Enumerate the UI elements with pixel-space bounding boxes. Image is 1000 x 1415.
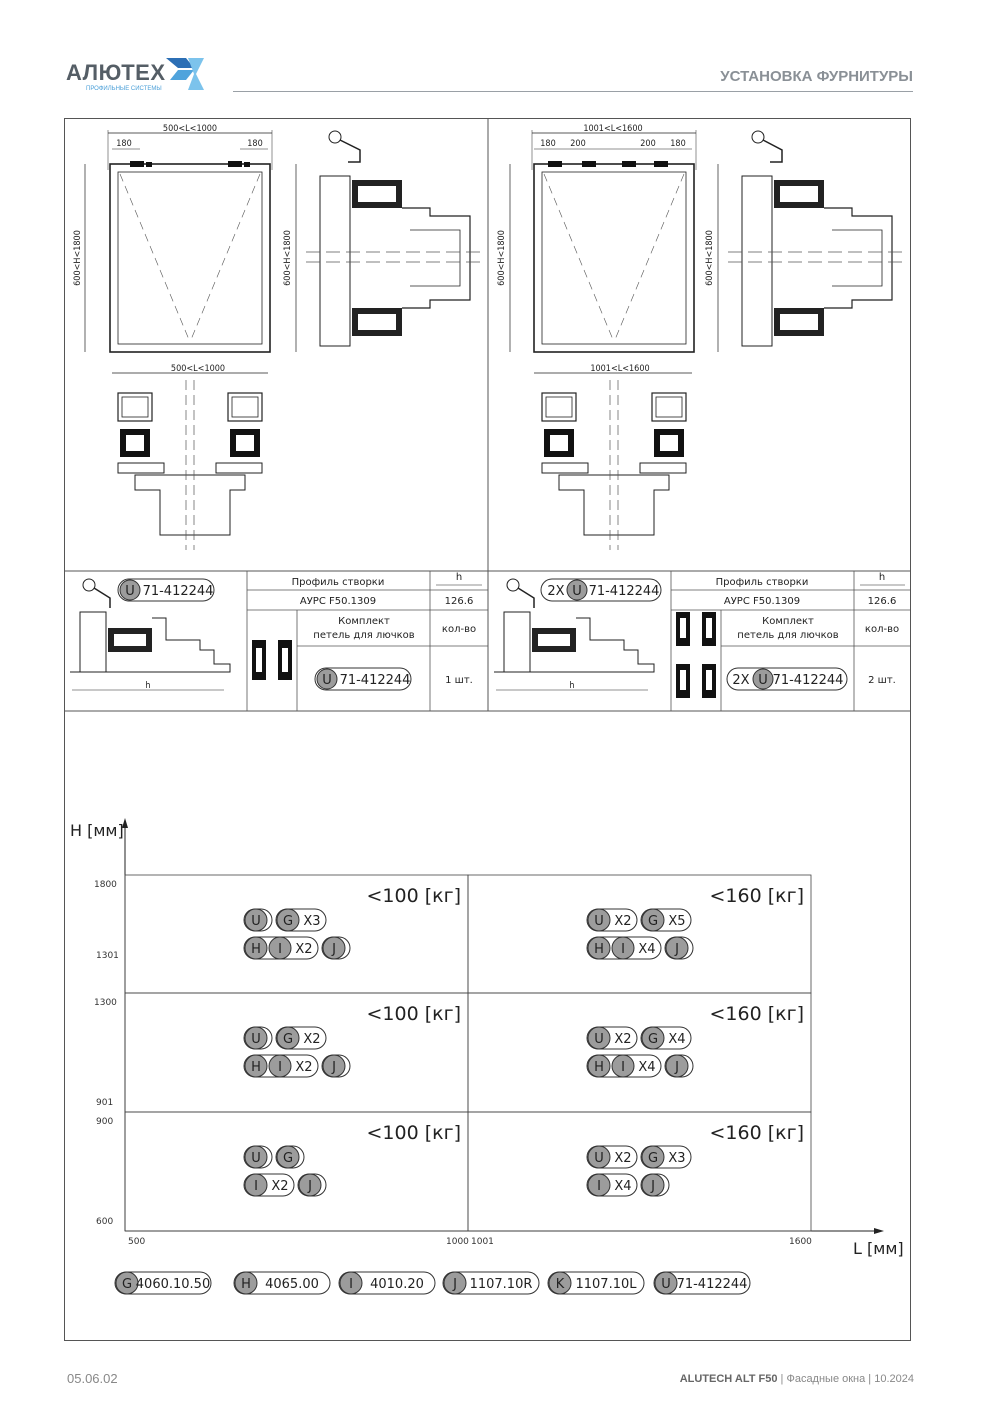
hardware-code: U xyxy=(594,914,604,929)
hardware-code: I xyxy=(621,942,625,957)
hardware-code: H xyxy=(594,1060,604,1075)
weight-label: <100 [кг] xyxy=(366,885,461,907)
legend-chip xyxy=(234,1272,330,1294)
legend-article: 4060.10.50 xyxy=(135,1277,211,1292)
chart-cell xyxy=(244,1122,461,1196)
right-kit-label-1: Комплект xyxy=(762,616,814,627)
footer-product: ALUTECH ALT F50 xyxy=(679,1373,778,1385)
right-profile-h: 126.6 xyxy=(867,596,897,607)
legend-chip xyxy=(443,1272,539,1294)
hardware-code: J xyxy=(332,1060,336,1075)
hardware-multiplier: X4 xyxy=(614,1179,632,1194)
hardware-multiplier: X2 xyxy=(271,1179,289,1194)
right-profile-h-header: h xyxy=(878,572,886,583)
x-tick: 1600 xyxy=(789,1237,812,1247)
hardware-code: U xyxy=(251,914,261,929)
left-qty: 1 шт. xyxy=(445,675,473,686)
y-tick: 1800 xyxy=(94,880,117,890)
logo-subtitle: ПРОФИЛЬНЫЕ СИСТЕМЫ xyxy=(86,86,162,92)
hardware-code: G xyxy=(647,1032,659,1047)
right-kit-chip xyxy=(727,668,847,690)
left-width-label: 500<L<1000 xyxy=(162,124,218,134)
footer-section: | Фасадные окна | 10.2024 xyxy=(780,1373,914,1385)
right-kit-article: 71-412244 xyxy=(772,673,844,688)
legend-article: 1107.10R xyxy=(469,1277,533,1292)
hardware-multiplier: X2 xyxy=(614,914,632,929)
right-callout-chip xyxy=(541,579,661,601)
selection-chart xyxy=(70,818,904,1294)
hardware-code: J xyxy=(675,1060,679,1075)
x-axis-label: L [мм] xyxy=(853,1239,904,1258)
legend-code: K xyxy=(555,1277,565,1292)
y-tick: 901 xyxy=(96,1098,114,1108)
left-profile-h: 126.6 xyxy=(444,596,474,607)
hardware-code: J xyxy=(651,1179,655,1194)
left-plan-section xyxy=(112,364,268,550)
x-tick: 500 xyxy=(128,1237,146,1247)
hardware-code: H xyxy=(594,942,604,957)
hardware-code: I xyxy=(278,1060,282,1075)
legend-article: 71-412244 xyxy=(676,1277,748,1292)
hardware-code: I xyxy=(621,1060,625,1075)
hardware-code: J xyxy=(308,1179,312,1194)
legend-code: J xyxy=(453,1277,457,1292)
left-callout-code: U xyxy=(125,584,135,599)
left-elevation xyxy=(73,124,272,352)
legend-chip xyxy=(654,1272,750,1294)
legend-article: 4065.00 xyxy=(265,1277,319,1292)
hardware-multiplier: X3 xyxy=(668,1151,686,1166)
left-side-section xyxy=(283,131,480,352)
left-profile-header: Профиль створки xyxy=(291,577,385,588)
hardware-code: I xyxy=(597,1179,601,1194)
hinge-icon xyxy=(676,612,716,698)
right-kit-code: U xyxy=(758,673,768,688)
y-axis-label: H [мм] xyxy=(70,821,124,840)
weight-label: <100 [кг] xyxy=(366,1003,461,1025)
chart-cell xyxy=(587,1122,804,1196)
hardware-multiplier: X4 xyxy=(638,1060,656,1075)
page-number: 05.06.02 xyxy=(67,1371,118,1386)
hardware-code: G xyxy=(282,1032,294,1047)
left-dim-180-b: 180 xyxy=(247,139,263,149)
left-kit-code: U xyxy=(322,673,332,688)
hardware-multiplier: X4 xyxy=(668,1032,686,1047)
right-h-label: h xyxy=(569,681,575,691)
left-dim-180-a: 180 xyxy=(116,139,132,149)
hinge-icon xyxy=(252,640,292,680)
hardware-code: I xyxy=(254,1179,258,1194)
right-dim-3: 180 xyxy=(670,139,686,149)
left-profile-h-header: h xyxy=(455,572,463,583)
left-kit-chip xyxy=(315,668,411,690)
hardware-code: G xyxy=(647,1151,659,1166)
right-qty: 2 шт. xyxy=(868,675,896,686)
hardware-code: U xyxy=(594,1151,604,1166)
right-side-section xyxy=(705,131,904,352)
left-side-height-label: 600<H<1800 xyxy=(283,230,293,286)
hardware-code: I xyxy=(278,942,282,957)
legend-article: 1107.10L xyxy=(575,1277,637,1292)
hardware-multiplier: X2 xyxy=(303,1032,321,1047)
left-kit-article: 71-412244 xyxy=(339,673,411,688)
hardware-multiplier: X4 xyxy=(638,942,656,957)
legend-chip xyxy=(339,1272,435,1294)
hardware-multiplier: X3 xyxy=(303,914,321,929)
chart-cell xyxy=(587,1003,804,1077)
right-elevation xyxy=(497,124,696,352)
right-side-height-label: 600<H<1800 xyxy=(705,230,715,286)
right-dim-1: 200 xyxy=(570,139,586,149)
right-callout-code: U xyxy=(572,584,582,599)
hardware-code: U xyxy=(251,1151,261,1166)
right-callout-article: 71-412244 xyxy=(588,584,660,599)
legend-code: G xyxy=(121,1277,133,1292)
hardware-code: U xyxy=(251,1032,261,1047)
hardware-code: G xyxy=(282,1151,294,1166)
legend-chip xyxy=(548,1272,644,1294)
hardware-code: H xyxy=(251,942,261,957)
chart-cell xyxy=(244,885,461,959)
right-callout-mult: 2X xyxy=(547,584,565,599)
logo-text: АЛЮТЕХ xyxy=(66,60,166,85)
right-height-label: 600<H<1800 xyxy=(497,230,507,286)
weight-label: <160 [кг] xyxy=(709,885,804,907)
right-kit-mult: 2X xyxy=(732,673,750,688)
right-plan-section xyxy=(534,364,692,550)
y-tick: 900 xyxy=(96,1117,114,1127)
x-tick: 1001 xyxy=(471,1237,494,1247)
chart-cell xyxy=(587,885,804,959)
hardware-code: G xyxy=(282,914,294,929)
y-tick: 600 xyxy=(96,1217,114,1227)
left-profile-name: АУРС F50.1309 xyxy=(299,596,377,607)
left-kit-label-2: петель для лючков xyxy=(313,630,415,641)
hardware-multiplier: X2 xyxy=(614,1151,632,1166)
hardware-code: U xyxy=(594,1032,604,1047)
left-callout-chip xyxy=(118,579,214,601)
y-tick: 1301 xyxy=(96,951,119,961)
legend-code: I xyxy=(349,1277,353,1292)
hardware-code: J xyxy=(675,942,679,957)
hardware-multiplier: X5 xyxy=(668,914,686,929)
hardware-multiplier: X2 xyxy=(614,1032,632,1047)
legend-code: H xyxy=(241,1277,251,1292)
footer-product-info xyxy=(680,1373,914,1385)
left-kit-label-1: Комплект xyxy=(338,616,390,627)
page-title: УСТАНОВКА ФУРНИТУРЫ xyxy=(720,68,913,85)
left-callout-article: 71-412244 xyxy=(142,584,214,599)
right-profile-name: АУРС F50.1309 xyxy=(723,596,801,607)
right-qty-header: кол-во xyxy=(864,624,900,635)
y-tick: 1300 xyxy=(94,998,117,1008)
hardware-multiplier: X2 xyxy=(295,942,313,957)
weight-label: <100 [кг] xyxy=(366,1122,461,1144)
right-dim-2: 200 xyxy=(640,139,656,149)
right-width-label: 1001<L<1600 xyxy=(583,124,643,134)
x-tick: 1000 xyxy=(446,1237,469,1247)
hardware-multiplier: X2 xyxy=(295,1060,313,1075)
left-plan-width-label: 500<L<1000 xyxy=(170,364,226,374)
chart-cell xyxy=(244,1003,461,1077)
hardware-code: H xyxy=(251,1060,261,1075)
legend-chip xyxy=(115,1272,211,1294)
legend-article: 4010.20 xyxy=(370,1277,424,1292)
left-h-label: h xyxy=(145,681,151,691)
left-height-label: 600<H<1800 xyxy=(73,230,83,286)
hardware-code: J xyxy=(332,942,336,957)
right-kit-label-2: петель для лючков xyxy=(737,630,839,641)
right-plan-width-label: 1001<L<1600 xyxy=(590,364,650,374)
left-qty-header: кол-во xyxy=(441,624,477,635)
hardware-code: G xyxy=(647,914,659,929)
legend-code: U xyxy=(661,1277,671,1292)
weight-label: <160 [кг] xyxy=(709,1122,804,1144)
right-profile-header: Профиль створки xyxy=(715,577,809,588)
right-dim-0: 180 xyxy=(540,139,556,149)
weight-label: <160 [кг] xyxy=(709,1003,804,1025)
